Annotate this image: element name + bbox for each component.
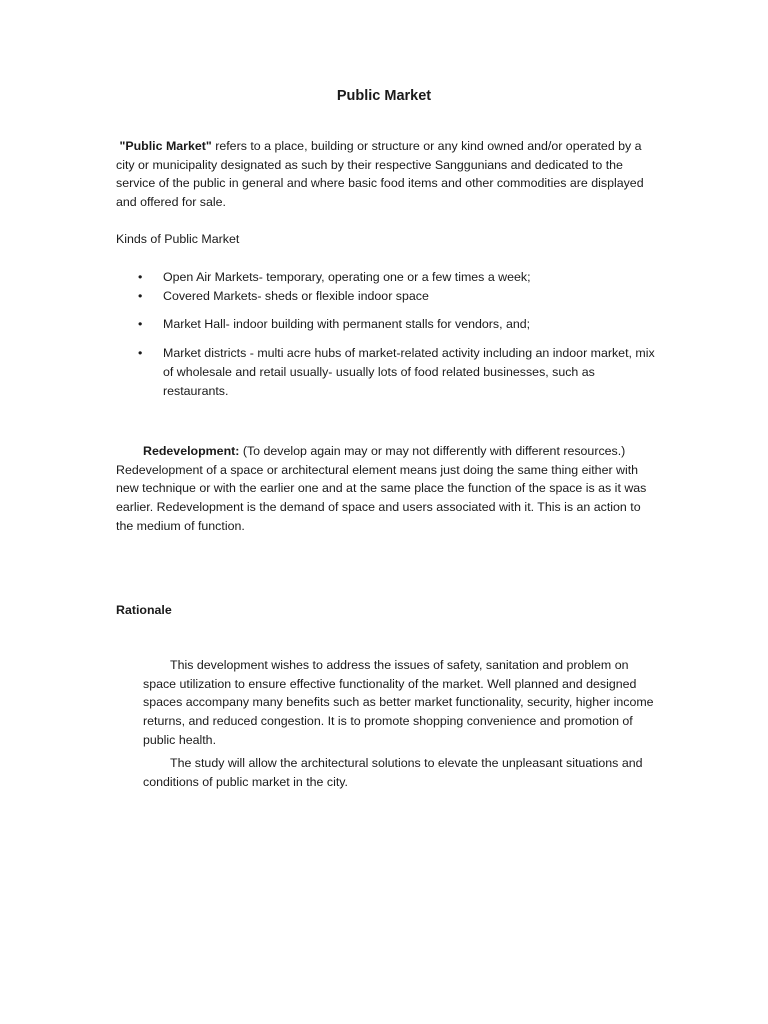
list-item <box>116 268 656 287</box>
list-item-text: Market districts - multi acre hubs of market-related activity including an indoor market, mix of wholesale and retail usually- usually lots of food related businesses, such as restaurants. <box>163 346 655 398</box>
list-item <box>116 344 656 400</box>
rationale-paragraph: The study will allow the architectural solutions to elevate the unpleasant situations and conditions of public market in the city. <box>143 756 643 789</box>
list-item <box>116 315 656 334</box>
bullet-icon: • <box>138 346 143 361</box>
intro-paragraph <box>116 137 656 212</box>
kinds-list <box>116 268 656 400</box>
rationale-heading: Rationale <box>116 603 172 617</box>
redevelopment-paragraph <box>116 442 656 536</box>
rationale-paragraph: This development wishes to address the issues of safety, sanitation and problem on space utilization to ensure effective functionality of the market. Well planned and designed spaces accompany many benefits such as better market functionality, security, higher income returns, and reduced congestion. It is to promote shopping convenience and promotion of public health. <box>143 658 654 747</box>
intro-text: refers to a place, building or structure or any kind owned and/or operated by a city or municipality designated as such by their respective Sanggunians and dedicated to the service of the public in general and where basic food items and other commodities are displayed and offered for sale. <box>116 139 644 210</box>
redevelopment-bold-term: Redevelopment: <box>143 444 240 458</box>
list-item-text: Covered Markets- sheds or flexible indoor space <box>163 288 429 303</box>
bullet-icon: • <box>138 270 143 284</box>
kinds-heading: Kinds of Public Market <box>116 232 240 246</box>
list-item-text: Market Hall- indoor building with permanent stalls for vendors, and; <box>163 317 531 332</box>
page-title: Public Market <box>336 88 432 104</box>
list-item-text: Open Air Markets- temporary, operating one or a few times a week; <box>163 270 531 284</box>
intro-bold-term: "Public Market" <box>119 139 212 153</box>
bullet-icon: • <box>138 317 143 332</box>
redevelopment-text: (To develop again may or may not differently with different resources.) Redevelopment of a space or architectural element means just doing the same thing either with new technique or with the earlier one and at the same place the function of the space is as it was earlier. Redevelopment is the demand of space and users associated with it. This is an action to the medium of function. <box>116 444 647 533</box>
bullet-icon: • <box>138 288 143 303</box>
list-item <box>116 287 656 306</box>
